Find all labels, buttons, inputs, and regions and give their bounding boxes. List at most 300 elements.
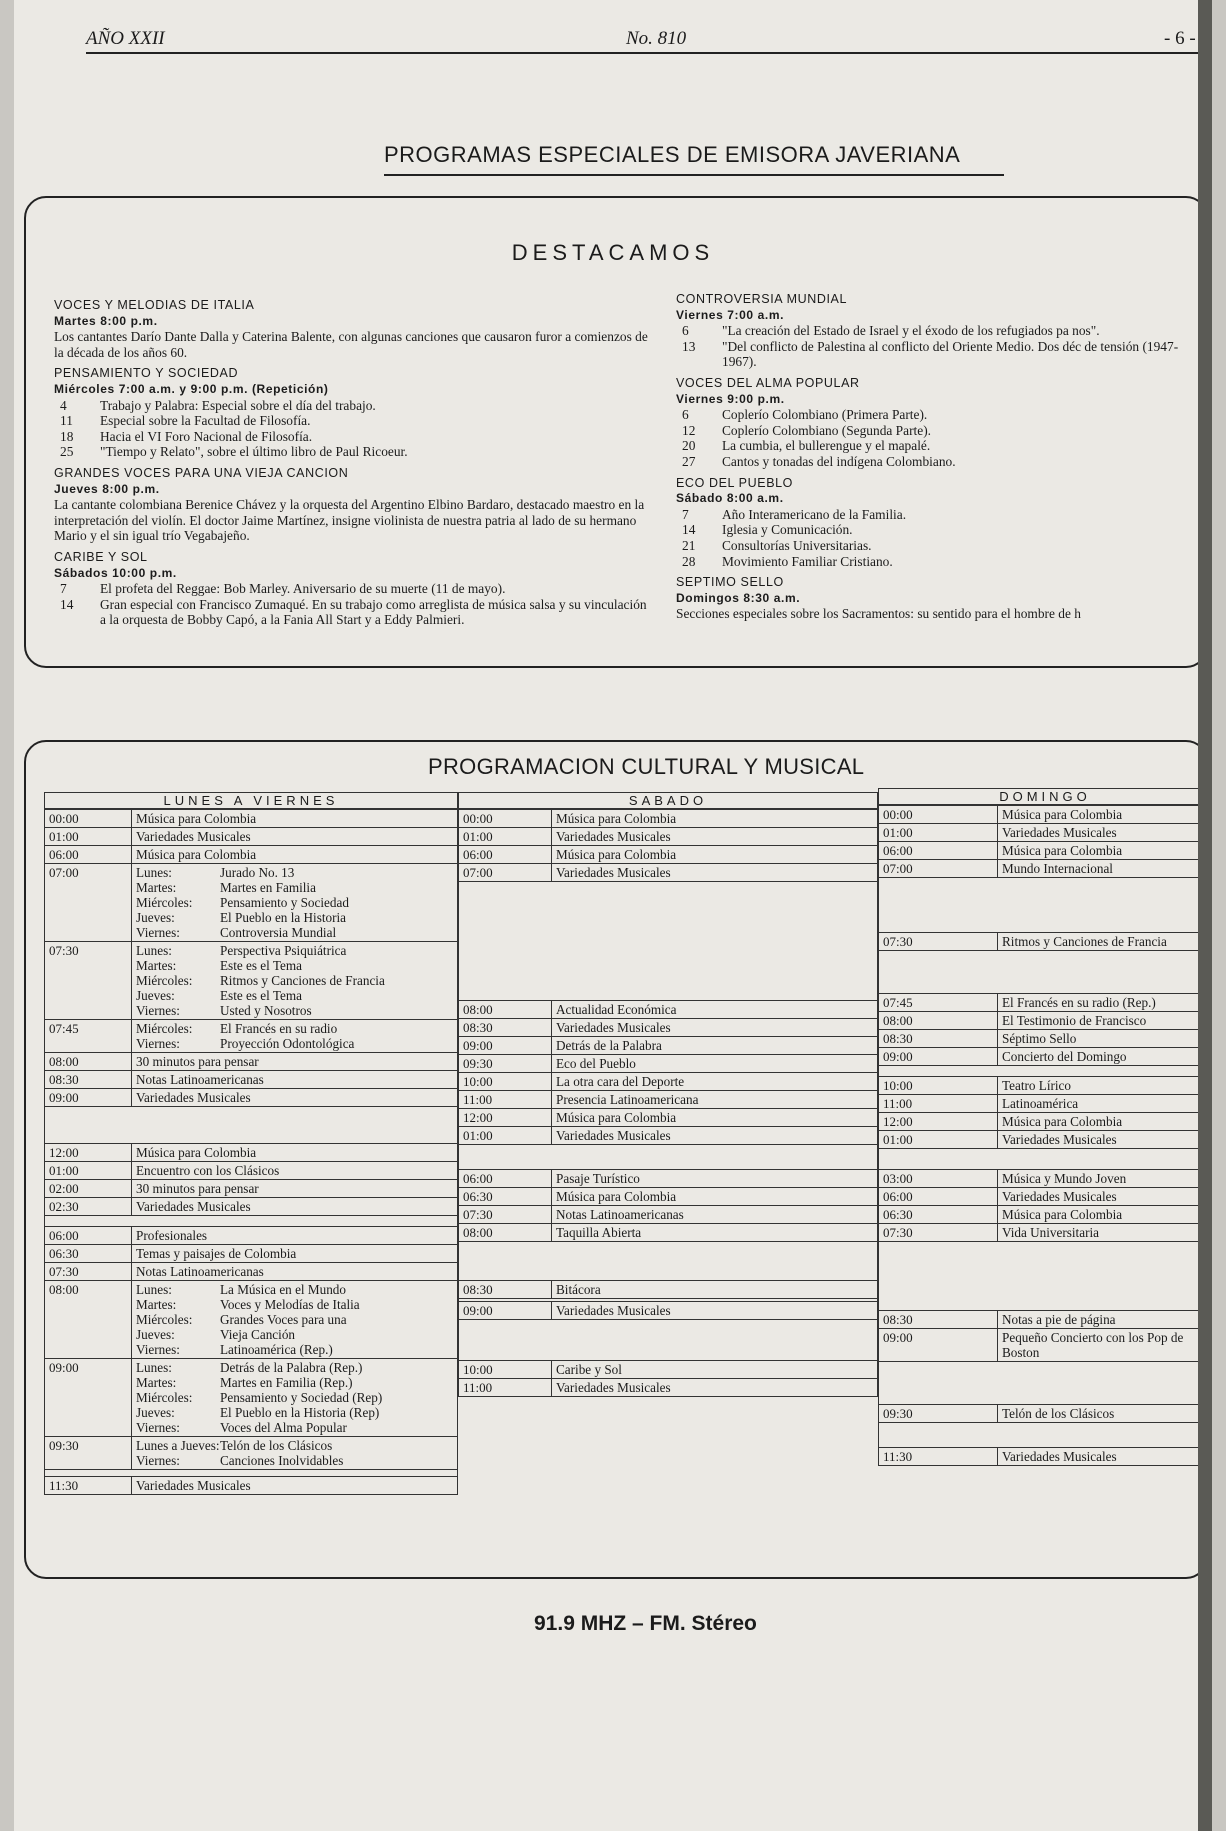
program-title: Música para Colombia — [556, 811, 677, 826]
feature-program — [54, 366, 654, 460]
episode-day: 4 — [60, 397, 67, 413]
program-cell — [998, 1188, 1212, 1206]
program-cell — [552, 1055, 878, 1073]
time-slot: 01:00 — [879, 1131, 998, 1149]
sabado-table — [458, 809, 878, 1397]
program-title: Música para Colombia — [1002, 1207, 1123, 1222]
program-schedule: Miércoles 7:00 a.m. y 9:00 p.m. (Repetición) — [54, 381, 329, 396]
time-slot: 08:00 — [45, 1281, 132, 1359]
schedule-row — [45, 942, 458, 1020]
weekday-show: Jurado No. 13 — [220, 865, 295, 880]
weekday-program — [136, 958, 453, 973]
program-title: Variedades Musicales — [556, 1128, 671, 1143]
program-schedule: Viernes 9:00 p.m. — [676, 391, 785, 406]
time-slot: 09:00 — [879, 1329, 998, 1362]
time-slot: 08:00 — [459, 1224, 552, 1242]
weekday-program — [136, 1405, 453, 1420]
program-cell — [132, 1089, 458, 1107]
weekday-program — [136, 910, 453, 925]
schedule-row — [879, 1170, 1212, 1188]
program-title: Música para Colombia — [1002, 843, 1123, 858]
program-episode — [54, 597, 654, 628]
program-cell — [552, 1361, 878, 1379]
time-slot: 12:00 — [459, 1109, 552, 1127]
program-cell — [552, 1224, 878, 1242]
weekday-program — [136, 988, 453, 1003]
episode-day: 7 — [682, 506, 689, 522]
newsletter-page — [14, 0, 1212, 1831]
episode-day: 27 — [682, 453, 696, 469]
time-slot: 07:30 — [45, 1263, 132, 1281]
program-title: Variedades Musicales — [136, 1090, 251, 1105]
weekday-show: Vieja Canción — [220, 1327, 296, 1342]
weekday-program — [136, 1438, 453, 1453]
program-title: Pequeño Concierto con los Pop de Boston — [1002, 1330, 1184, 1360]
time-slot: 11:30 — [879, 1448, 998, 1466]
schedule-row — [459, 1037, 878, 1055]
schedule-row — [459, 1001, 878, 1019]
program-cell — [998, 1405, 1212, 1423]
schedule-gap — [879, 1149, 1212, 1170]
time-slot: 00:00 — [879, 806, 998, 824]
program-cell — [552, 1206, 878, 1224]
episode-day: 6 — [682, 407, 689, 423]
program-episode — [54, 429, 654, 445]
sabado-column — [458, 792, 878, 1397]
program-cell — [998, 994, 1212, 1012]
weekday-program — [136, 1375, 453, 1390]
program-title: Eco del Pueblo — [556, 1056, 636, 1071]
weekday: Viernes: — [136, 1003, 180, 1018]
time-slot: 01:00 — [879, 824, 998, 842]
episode-title: "La creación del Estado de Israel y el éxodo de los refugiados pa nos". — [722, 323, 1100, 339]
feature-program — [676, 476, 1206, 570]
gap-cell — [45, 1216, 458, 1227]
time-slot: 00:00 — [459, 810, 552, 828]
program-title: Música para Colombia — [1002, 1114, 1123, 1129]
gap-cell — [45, 1107, 458, 1144]
schedule-row — [879, 1113, 1212, 1131]
program-title: El Francés en su radio (Rep.) — [1002, 995, 1156, 1010]
episode-day: 18 — [60, 428, 74, 444]
program-name: VOCES Y MELODIAS DE ITALIA — [54, 298, 255, 312]
episode-title: El profeta del Reggae: Bob Marley. Aniversario de su muerte (11 de mayo). — [100, 581, 506, 597]
schedule-row — [879, 842, 1212, 860]
time-slot: 08:30 — [459, 1019, 552, 1037]
schedule-row — [459, 1127, 878, 1145]
schedule-row — [459, 1188, 878, 1206]
weekday-program — [136, 895, 453, 910]
weekday: Lunes: — [136, 1282, 172, 1297]
schedule-row — [879, 1224, 1212, 1242]
program-cell — [132, 1245, 458, 1263]
time-slot: 02:00 — [45, 1180, 132, 1198]
program-cell — [552, 810, 878, 828]
program-title: Variedades Musicales — [1002, 1189, 1117, 1204]
episode-day: 21 — [682, 537, 696, 553]
weekday-program — [136, 880, 453, 895]
schedule-row — [459, 1019, 878, 1037]
weekday-program — [136, 1453, 453, 1468]
schedule-row — [459, 1055, 878, 1073]
lunes-viernes-heading: LUNES A VIERNES — [44, 792, 458, 809]
episode-title: Hacia el VI Foro Nacional de Filosofía. — [100, 428, 313, 444]
time-slot: 11:00 — [459, 1091, 552, 1109]
feature-program — [54, 550, 654, 628]
program-name: PENSAMIENTO Y SOCIEDAD — [54, 366, 239, 381]
time-slot: 06:00 — [459, 1170, 552, 1188]
program-description: Secciones especiales sobre los Sacramentos: su sentido para el hombre de h — [676, 606, 1081, 622]
program-schedule: Viernes 7:00 a.m. — [676, 307, 785, 322]
schedule-row — [879, 1405, 1212, 1423]
feature-program — [54, 466, 654, 544]
program-cell — [998, 1012, 1212, 1030]
schedule-row — [879, 1030, 1212, 1048]
schedule-gap — [879, 878, 1212, 933]
gap-cell — [459, 1242, 878, 1281]
weekday: Jueves: — [136, 910, 175, 925]
program-cell — [132, 1144, 458, 1162]
program-title: Variedades Musicales — [1002, 1132, 1117, 1147]
time-slot: 08:00 — [45, 1053, 132, 1071]
time-slot: 06:30 — [45, 1245, 132, 1263]
program-cell — [132, 1162, 458, 1180]
page-title: PROGRAMAS ESPECIALES DE EMISORA JAVERIANA — [384, 142, 961, 167]
schedule-row — [879, 1048, 1212, 1066]
weekday: Miércoles: — [136, 1312, 193, 1327]
program-cell — [552, 864, 878, 882]
schedule-row — [45, 1245, 458, 1263]
weekday-show: Detrás de la Palabra (Rep.) — [220, 1360, 363, 1375]
program-cell — [552, 1037, 878, 1055]
schedule-row — [45, 1227, 458, 1245]
scan-edge — [1198, 0, 1212, 1831]
weekday-show: Proyección Odontológica — [220, 1036, 355, 1051]
weekday-show: Perspectiva Psiquiátrica — [220, 943, 347, 958]
program-schedule: Domingos 8:30 a.m. — [676, 590, 801, 605]
program-cell — [132, 828, 458, 846]
program-title: Música para Colombia — [136, 811, 257, 826]
program-title: Caribe y Sol — [556, 1362, 622, 1377]
program-cell — [998, 1311, 1212, 1329]
frequency-footer: 91.9 MHZ – FM. Stéreo — [534, 1612, 757, 1635]
schedule-row — [459, 1170, 878, 1188]
time-slot: 06:30 — [459, 1188, 552, 1206]
gap-cell — [459, 1145, 878, 1170]
time-slot: 01:00 — [459, 828, 552, 846]
schedule-row — [879, 994, 1212, 1012]
episode-day: 6 — [682, 323, 689, 339]
time-slot: 07:00 — [45, 864, 132, 942]
schedule-row — [879, 1311, 1212, 1329]
program-schedule: Sábado 8:00 a.m. — [676, 491, 784, 506]
weekday-program — [136, 865, 453, 880]
episode-title: Año Interamericano de la Familia. — [722, 506, 907, 522]
schedule-row — [459, 1302, 878, 1320]
schedule-row — [879, 806, 1212, 824]
episode-title: Cantos y tonadas del indígena Colombiano. — [722, 453, 956, 469]
gap-cell — [879, 1149, 1212, 1170]
program-cell — [132, 864, 458, 942]
time-slot: 06:00 — [45, 846, 132, 864]
programacion-title: PROGRAMACION CULTURAL Y MUSICAL — [428, 754, 865, 779]
schedule-gap — [879, 1423, 1212, 1448]
program-title: Música y Mundo Joven — [1002, 1171, 1127, 1186]
episode-day: 12 — [682, 422, 696, 438]
program-cell — [998, 1077, 1212, 1095]
program-cell — [998, 1131, 1212, 1149]
domingo-table — [878, 805, 1212, 1466]
weekday: Martes: — [136, 880, 177, 895]
schedule-gap — [459, 1242, 878, 1281]
weekday: Lunes: — [136, 865, 172, 880]
schedule-row — [879, 1206, 1212, 1224]
schedule-gap — [879, 1066, 1212, 1077]
time-slot: 06:00 — [879, 842, 998, 860]
weekday-program — [136, 973, 453, 988]
domingo-heading: DOMINGO — [878, 788, 1212, 805]
weekday: Jueves: — [136, 988, 175, 1003]
weekday-show: Grandes Voces para una — [220, 1312, 347, 1327]
program-cell — [998, 1095, 1212, 1113]
weekday-program — [136, 943, 453, 958]
program-cell — [132, 1071, 458, 1089]
time-slot: 09:30 — [45, 1437, 132, 1470]
program-cell — [998, 1448, 1212, 1466]
schedule-row — [45, 1359, 458, 1437]
program-cell — [998, 824, 1212, 842]
episode-day: 11 — [60, 413, 73, 429]
domingo-column — [878, 788, 1212, 1466]
program-cell — [552, 1001, 878, 1019]
weekday-show: Latinoamérica (Rep.) — [220, 1342, 333, 1357]
schedule-row — [45, 1281, 458, 1359]
program-episode — [676, 538, 1206, 554]
schedule-row — [45, 1071, 458, 1089]
schedule-row — [459, 1224, 878, 1242]
weekday-show: Martes en Familia — [220, 880, 316, 895]
time-slot: 10:00 — [879, 1077, 998, 1095]
destacamos-heading: DESTACAMOS — [511, 240, 715, 265]
time-slot: 11:00 — [879, 1095, 998, 1113]
program-schedule: Jueves 8:00 p.m. — [54, 481, 160, 496]
weekday-show: El Pueblo en la Historia — [220, 910, 346, 925]
weekday: Viernes: — [136, 1036, 180, 1051]
program-episode — [54, 398, 654, 414]
time-slot: 07:30 — [45, 942, 132, 1020]
header-rule — [86, 52, 1198, 54]
program-title: Variedades Musicales — [556, 1020, 671, 1035]
episode-title: Trabajo y Palabra: Especial sobre el día del trabajo. — [100, 397, 376, 413]
weekday-show: Pensamiento y Sociedad — [220, 895, 349, 910]
program-episode — [676, 507, 1206, 523]
program-cell — [998, 860, 1212, 878]
feature-program — [676, 292, 1206, 370]
schedule-gap — [459, 882, 878, 1001]
program-title: Música para Colombia — [556, 1110, 677, 1125]
program-title: Notas Latinoamericanas — [556, 1207, 684, 1222]
program-title: Bitácora — [556, 1282, 601, 1297]
program-title: Detrás de la Palabra — [556, 1038, 662, 1053]
program-title: Variedades Musicales — [1002, 1449, 1117, 1464]
program-cell — [552, 1170, 878, 1188]
schedule-row — [45, 1089, 458, 1107]
program-title: Variedades Musicales — [556, 1303, 671, 1318]
program-episode — [676, 323, 1206, 339]
weekday-program — [136, 1021, 453, 1036]
program-title: Variedades Musicales — [556, 865, 671, 880]
episode-day: 13 — [682, 338, 696, 354]
destacamos-right-column — [676, 290, 1206, 628]
program-title: Música para Colombia — [1002, 807, 1123, 822]
program-episode — [676, 454, 1206, 470]
schedule-row — [45, 1477, 458, 1495]
weekday: Jueves: — [136, 1327, 175, 1342]
episode-title: Especial sobre la Facultad de Filosofía. — [100, 413, 311, 429]
schedule-row — [45, 846, 458, 864]
time-slot: 01:00 — [459, 1127, 552, 1145]
time-slot: 06:00 — [459, 846, 552, 864]
program-episode — [54, 413, 654, 429]
schedule-row — [879, 1012, 1212, 1030]
time-slot: 07:00 — [459, 864, 552, 882]
program-title: Encuentro con los Clásicos — [136, 1163, 280, 1178]
time-slot: 06:30 — [879, 1206, 998, 1224]
program-episode — [676, 438, 1206, 454]
time-slot: 11:30 — [45, 1477, 132, 1495]
program-cell — [998, 933, 1212, 951]
time-slot: 08:30 — [879, 1030, 998, 1048]
program-cell — [132, 1180, 458, 1198]
schedule-row — [459, 1361, 878, 1379]
schedule-row — [879, 860, 1212, 878]
weekday-show: Martes en Familia (Rep.) — [220, 1375, 353, 1390]
schedule-row — [45, 810, 458, 828]
sabado-heading: SABADO — [458, 792, 878, 809]
destacamos-left-column — [54, 296, 654, 634]
weekday-show: La Música en el Mundo — [220, 1282, 346, 1297]
schedule-gap — [459, 1145, 878, 1170]
program-cell — [552, 1073, 878, 1091]
program-episode — [676, 423, 1206, 439]
schedule-row — [459, 1091, 878, 1109]
program-cell — [552, 1109, 878, 1127]
time-slot: 08:30 — [879, 1311, 998, 1329]
weekday: Lunes a Jueves: — [136, 1438, 220, 1453]
gap-cell — [879, 1066, 1212, 1077]
weekday-program — [136, 1297, 453, 1312]
program-title: 30 minutos para pensar — [136, 1054, 259, 1069]
schedule-gap — [879, 1242, 1212, 1311]
time-slot: 08:00 — [879, 1012, 998, 1030]
episode-title: "Tiempo y Relato", sobre el último libro de Paul Ricoeur. — [100, 444, 408, 460]
gap-cell — [879, 878, 1212, 933]
weekday-program — [136, 1360, 453, 1375]
program-cell — [998, 1048, 1212, 1066]
schedule-row — [459, 864, 878, 882]
weekday: Martes: — [136, 1297, 177, 1312]
program-cell — [132, 1198, 458, 1216]
program-name: ECO DEL PUEBLO — [676, 475, 793, 490]
gap-cell — [879, 1362, 1212, 1405]
episode-title: La cumbia, el bullerengue y el mapalé. — [722, 438, 931, 454]
program-title: 30 minutos para pensar — [136, 1181, 259, 1196]
program-cell — [132, 1281, 458, 1359]
schedule-row — [45, 1162, 458, 1180]
program-title: Música para Colombia — [136, 847, 257, 862]
program-schedule: Sábados 10:00 p.m. — [54, 565, 177, 580]
time-slot: 07:45 — [879, 994, 998, 1012]
schedule-row — [45, 1263, 458, 1281]
gap-cell — [45, 1470, 458, 1477]
program-cell — [552, 1127, 878, 1145]
time-slot: 06:00 — [45, 1227, 132, 1245]
program-cell — [132, 1477, 458, 1495]
program-cell — [552, 1302, 878, 1320]
program-title: Notas Latinoamericanas — [136, 1072, 264, 1087]
episode-day: 25 — [60, 444, 74, 460]
weekday: Miércoles: — [136, 973, 193, 988]
program-cell — [132, 1359, 458, 1437]
schedule-row — [459, 1379, 878, 1397]
weekday: Jueves: — [136, 1405, 175, 1420]
program-episode — [54, 581, 654, 597]
program-title: Actualidad Económica — [556, 1002, 677, 1017]
program-cell — [998, 1113, 1212, 1131]
gap-cell — [459, 882, 878, 1001]
weekday-program — [136, 1036, 453, 1051]
episode-title: "Del conflicto de Palestina al conflicto del Oriente Medio. Dos déc de tensión (1947-1967). — [722, 338, 1179, 370]
issue-year: AÑO XXII — [86, 28, 165, 49]
program-schedule: Martes 8:00 p.m. — [54, 313, 158, 328]
program-cell — [552, 828, 878, 846]
weekday-program — [136, 1282, 453, 1297]
episode-title: Gran especial con Francisco Zumaqué. En su trabajo como arreglista de música salsa y su vinculación a la orquesta de Bobby Capó, a la Fania All Start y a Eddy Palmieri. — [100, 596, 647, 628]
weekday-show: Usted y Nosotros — [220, 1003, 312, 1018]
feature-program — [676, 575, 1206, 622]
program-cell — [552, 846, 878, 864]
issue-number: No. 810 — [626, 28, 687, 49]
program-title: Latinoamérica — [1002, 1096, 1079, 1111]
program-cell — [552, 1379, 878, 1397]
schedule-row — [879, 1188, 1212, 1206]
schedule-row — [879, 1329, 1212, 1362]
lunes-viernes-column — [44, 792, 458, 1495]
time-slot: 09:00 — [879, 1048, 998, 1066]
time-slot: 09:30 — [459, 1055, 552, 1073]
time-slot: 02:30 — [45, 1198, 132, 1216]
program-title: Variedades Musicales — [556, 829, 671, 844]
program-title: Vida Universitaria — [1002, 1225, 1099, 1240]
program-cell — [132, 846, 458, 864]
program-cell — [552, 1091, 878, 1109]
time-slot: 01:00 — [45, 828, 132, 846]
schedule-gap — [45, 1107, 458, 1144]
schedule-row — [459, 1281, 878, 1299]
program-title: Música para Colombia — [556, 847, 677, 862]
schedule-row — [879, 1095, 1212, 1113]
episode-day: 14 — [682, 522, 696, 538]
episode-title: Iglesia y Comunicación. — [722, 522, 853, 538]
program-cell — [998, 1030, 1212, 1048]
time-slot: 09:00 — [459, 1037, 552, 1055]
program-title: Variedades Musicales — [136, 1478, 251, 1493]
weekday: Lunes: — [136, 1360, 172, 1375]
episode-day: 20 — [682, 438, 696, 454]
episode-day: 7 — [60, 581, 67, 597]
schedule-row — [459, 1206, 878, 1224]
program-description: La cantante colombiana Berenice Chávez y la orquesta del Argentino Elbino Bardaro, destacado maestro en la interpretación del violín. El doctor Jaime Martínez, insigne violinista de nuestra patria al lado de su hermano Mario y el sin igual trío Vegabajeño. — [54, 497, 645, 544]
